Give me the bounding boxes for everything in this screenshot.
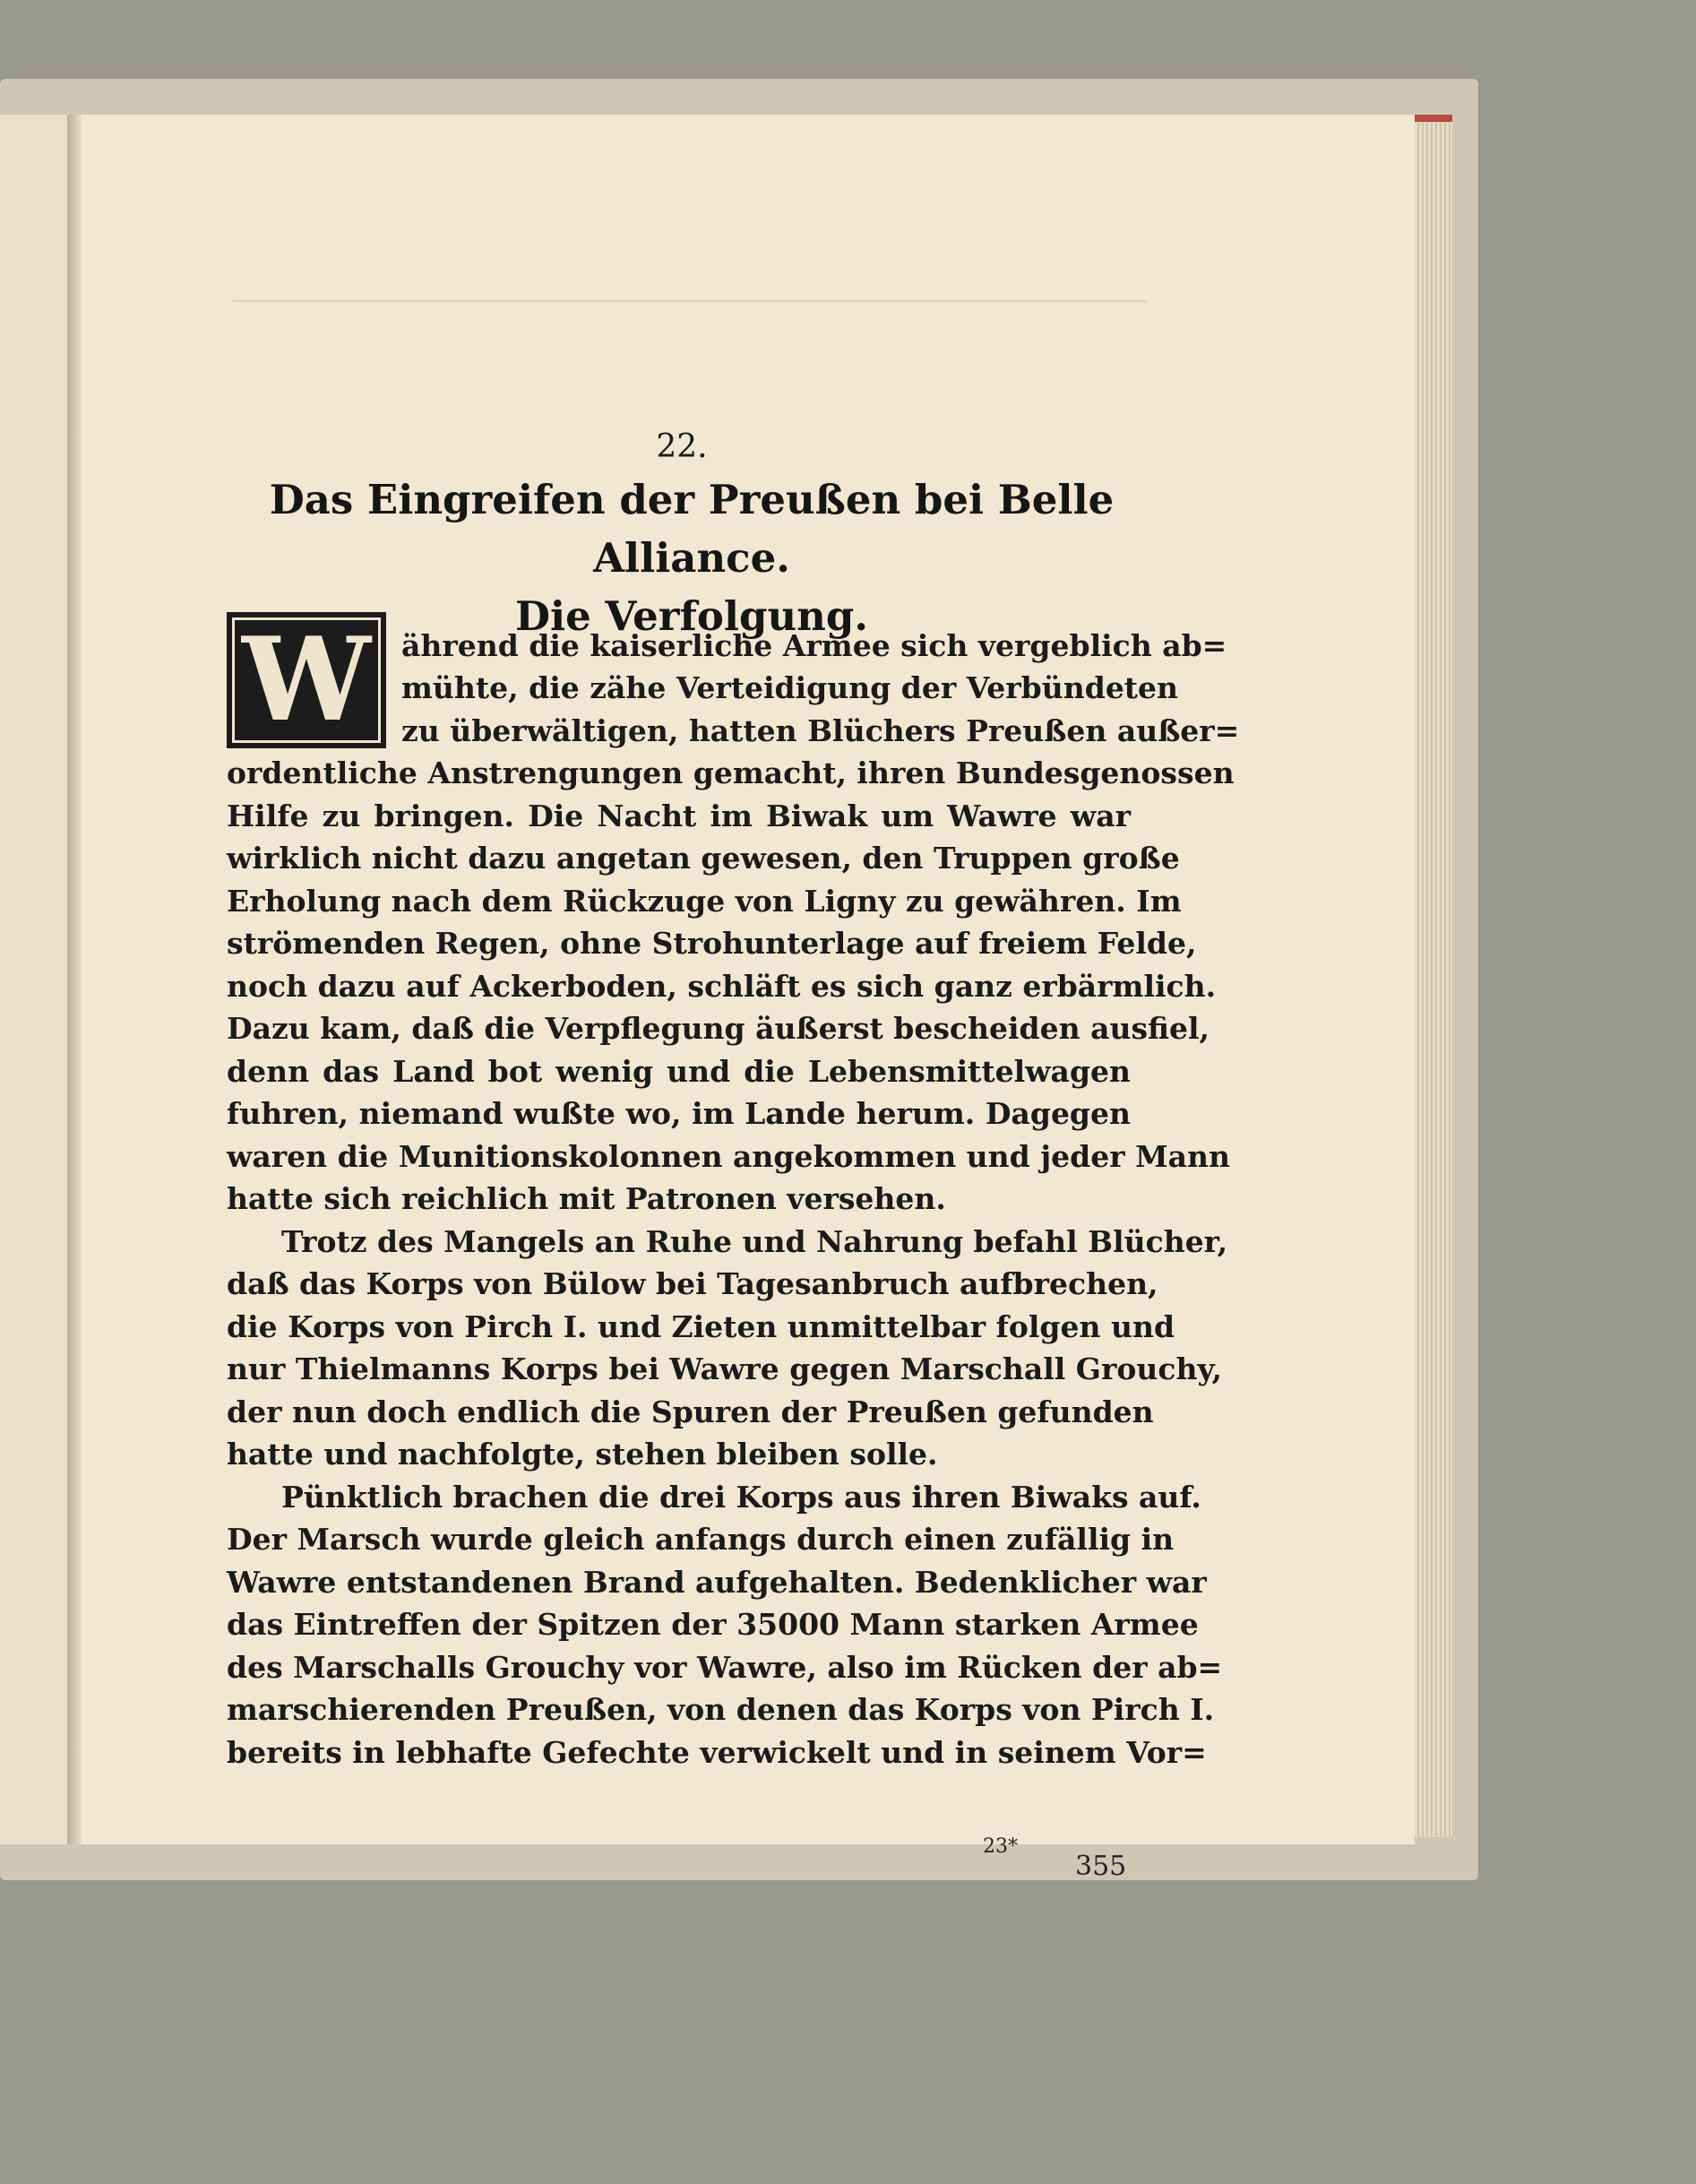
- text-line: des Marschalls Grouchy vor Wawre, also im Rücken der ab=: [227, 1650, 1223, 1685]
- text-line: marschierenden Preußen, von denen das Korps von Pirch I.: [227, 1692, 1215, 1727]
- text-line: daß das Korps von Bülow bei Tagesanbruch aufbrechen,: [227, 1266, 1158, 1301]
- text-line: mühte, die zähe Verteidigung der Verbündeten: [401, 670, 1179, 705]
- page-number: 355: [1075, 1851, 1127, 1882]
- text-line: denn das Land bot wenig und die Lebensmittelwagen: [227, 1054, 1131, 1089]
- text-line: Trotz des Mangels an Ruhe und Nahrung befahl Blücher,: [281, 1224, 1228, 1259]
- book-gutter: [67, 115, 82, 1844]
- text-line: hatte sich reichlich mit Patronen versehen.: [227, 1181, 946, 1216]
- text-line: nur Thielmanns Korps bei Wawre gegen Marschall Grouchy,: [227, 1351, 1222, 1386]
- text-line: strömenden Regen, ohne Strohunterlage auf freiem Felde,: [227, 926, 1197, 961]
- text-line: Wawre entstandenen Brand aufgehalten. Bedenklicher war: [227, 1565, 1207, 1600]
- title-line-2: Die Verfolgung.: [514, 592, 869, 640]
- text-line: hatte und nachfolgte, stehen bleiben solle.: [227, 1437, 938, 1472]
- text-line: noch dazu auf Ackerboden, schläft es sich ganz erbärmlich.: [227, 969, 1217, 1004]
- left-page-edge: [0, 115, 69, 1844]
- text-line: Hilfe zu bringen. Die Nacht im Biwak um Wawre war: [227, 798, 1131, 833]
- page-stack-edge: [1415, 121, 1452, 1837]
- text-line: fuhren, niemand wußte wo, im Lande herum. Dagegen: [227, 1096, 1131, 1131]
- text-line: bereits in lebhafte Gefechte verwickelt und in seinem Vor=: [227, 1735, 1207, 1770]
- text-line: Erholung nach dem Rückzuge von Ligny zu gewähren. Im: [227, 884, 1182, 919]
- text-line: zu überwältigen, hatten Blüchers Preußen außer=: [401, 713, 1240, 748]
- text-line: Der Marsch wurde gleich anfangs durch einen zufällig in: [227, 1522, 1175, 1557]
- text-line: waren die Munitionskolonnen angekommen und jeder Mann: [227, 1139, 1231, 1174]
- text-line: ährend die kaiserliche Armee sich vergeblich ab=: [401, 628, 1227, 663]
- signature-mark: 23*: [983, 1835, 1018, 1858]
- chapter-number: 22.: [656, 428, 708, 465]
- bleed-through-rule: [233, 300, 1147, 302]
- text-line: das Eintreffen der Spitzen der 35000 Mann starken Armee: [227, 1607, 1199, 1642]
- text-line: Pünktlich brachen die drei Korps aus ihren Biwaks auf.: [281, 1480, 1201, 1515]
- text-line: ordentliche Anstrengungen gemacht, ihren Bundesgenossen: [227, 755, 1235, 790]
- text-line: der nun doch endlich die Spuren der Preußen gefunden: [227, 1394, 1154, 1429]
- red-ribbon-edge: [1415, 115, 1452, 122]
- text-line: die Korps von Pirch I. und Zieten unmittelbar folgen und: [227, 1309, 1175, 1344]
- text-line: wirklich nicht dazu angetan gewesen, den Truppen große: [227, 841, 1180, 876]
- title-line-1: Das Eingreifen der Preußen bei Belle Alliance.: [269, 476, 1115, 582]
- decorated-initial-w: W: [227, 612, 386, 748]
- text-line: Dazu kam, daß die Verpflegung äußerst bescheiden ausfiel,: [227, 1011, 1210, 1046]
